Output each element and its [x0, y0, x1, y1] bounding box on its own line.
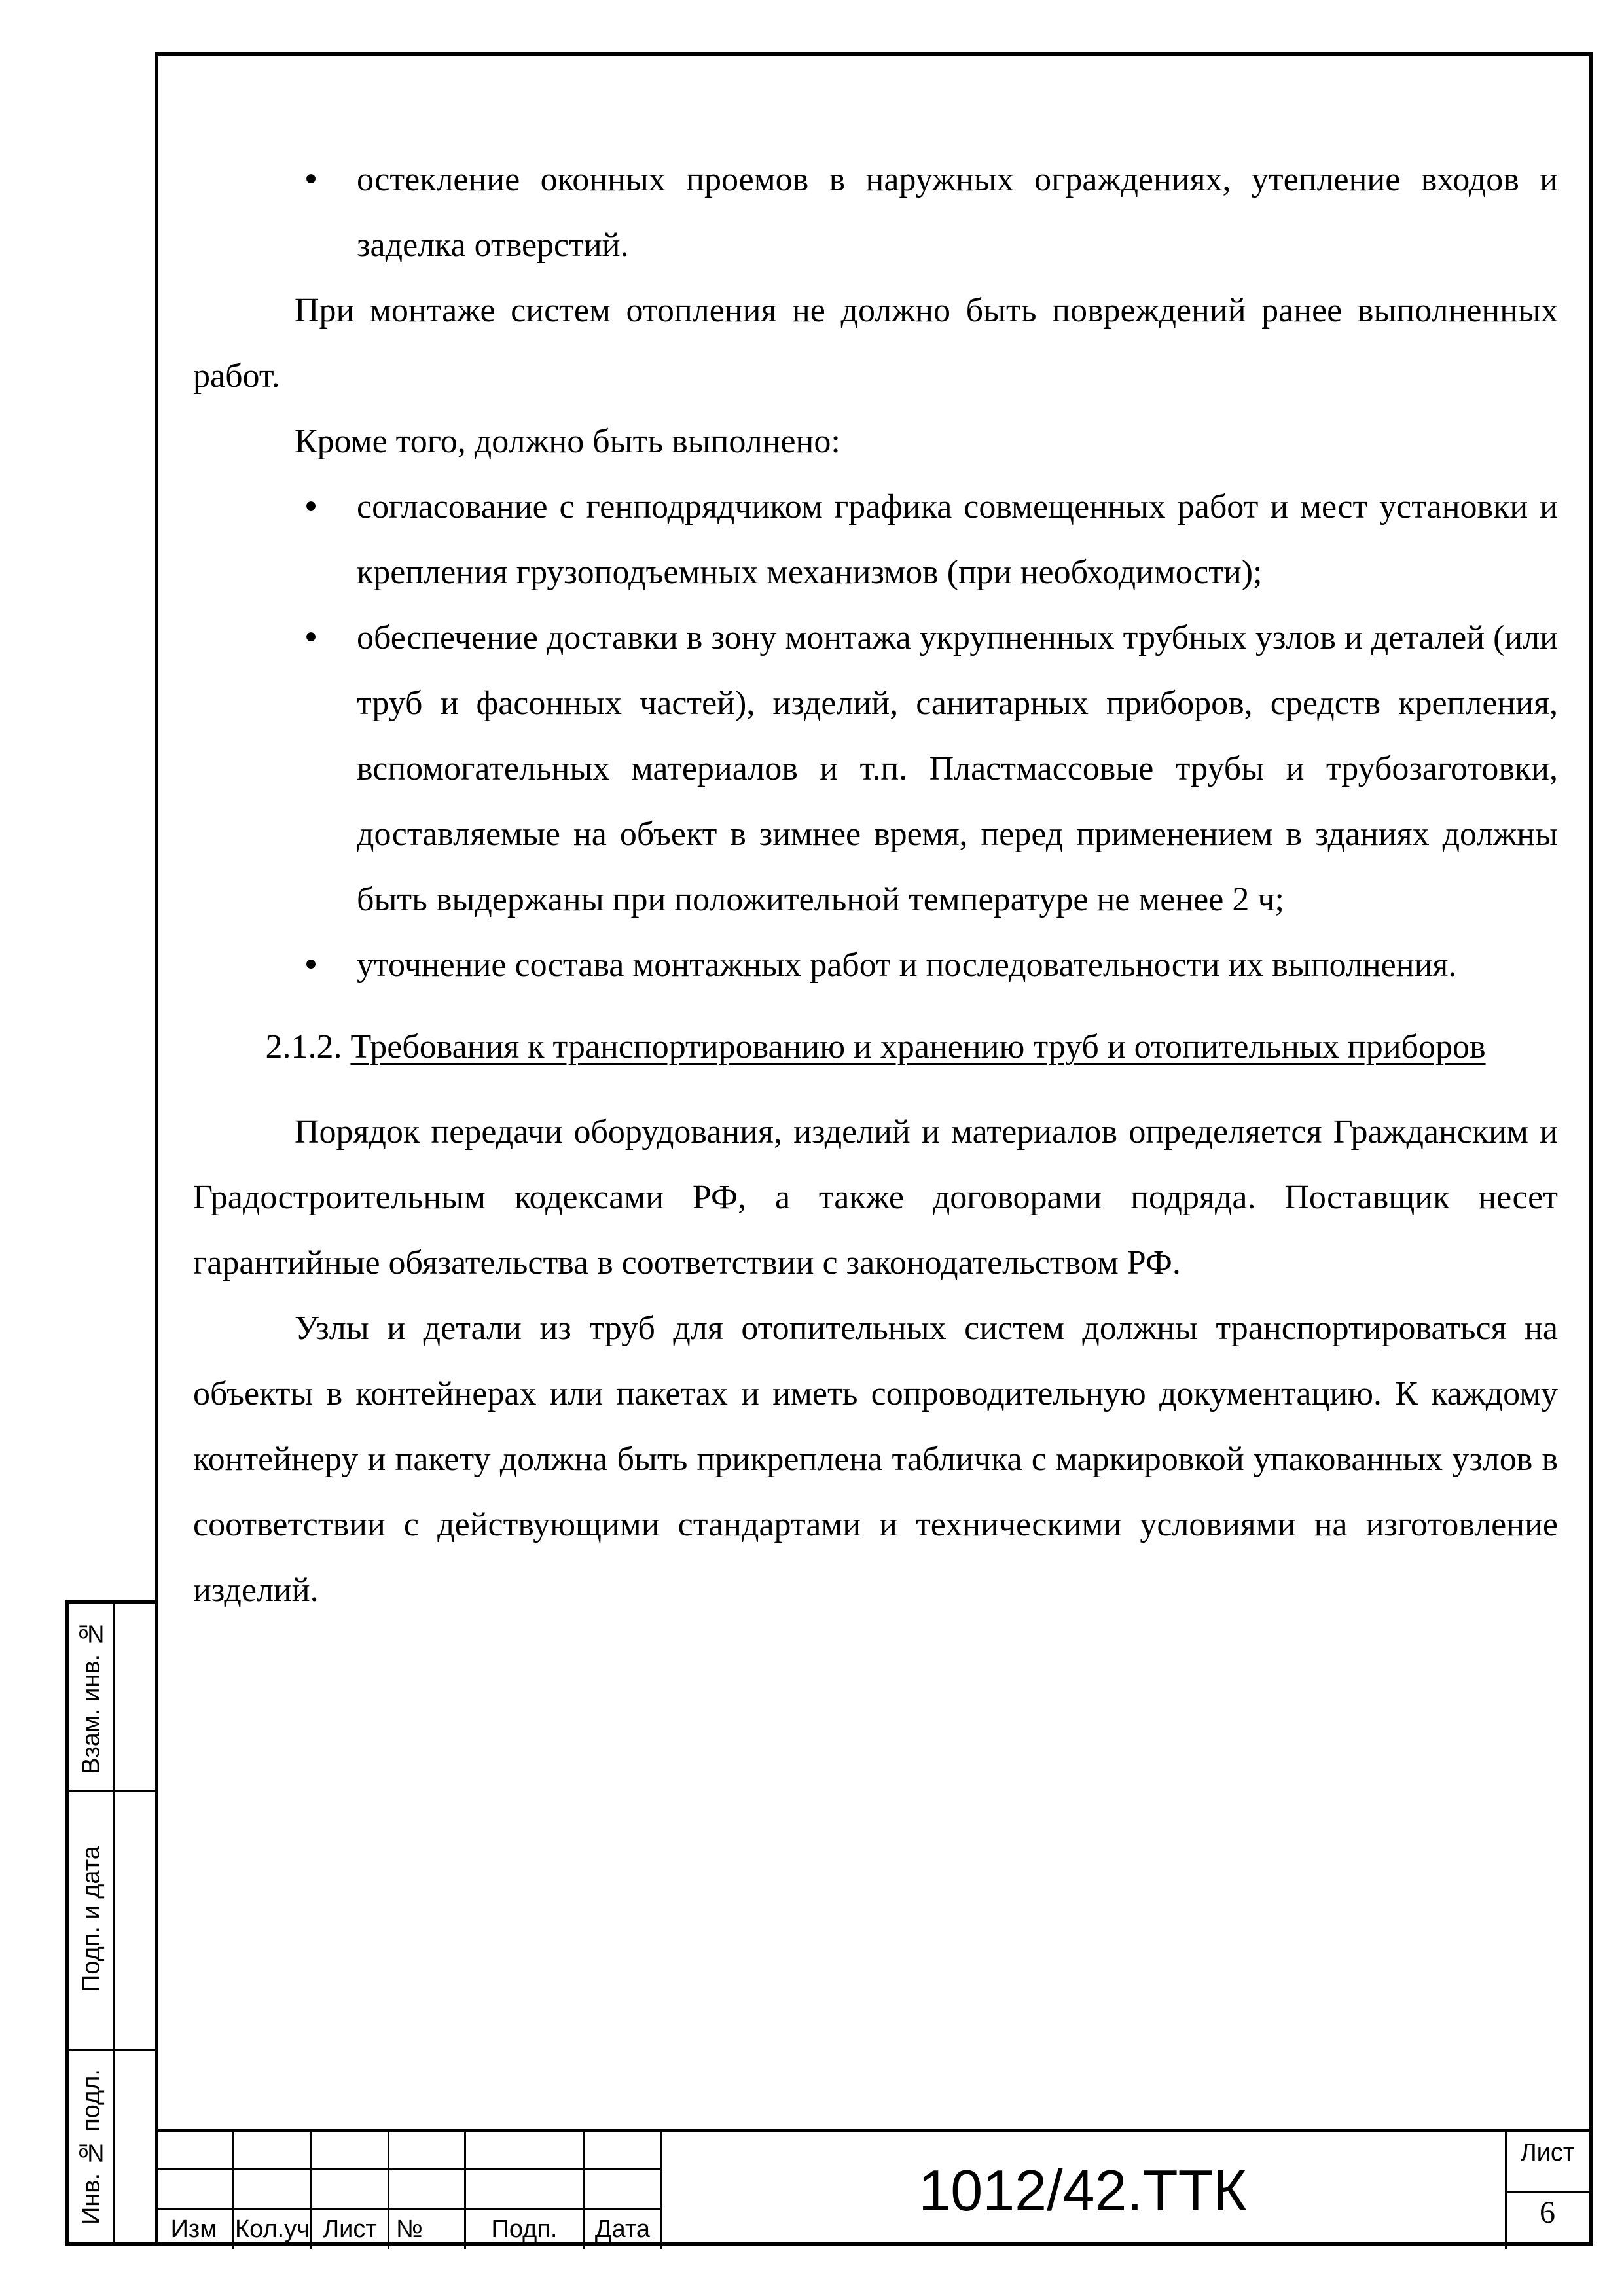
inv-orig-label: Инв. № подл. — [77, 2069, 105, 2225]
document-code: 1012/42.ТТК — [918, 2158, 1247, 2223]
section-title: Требования к транспортированию и хранению труб и отопительных приборов — [350, 1028, 1486, 1066]
list-item — [193, 475, 1558, 605]
paragraph: Кроме того, должно быть выполнено: — [295, 423, 840, 460]
bullet-icon: • — [301, 620, 321, 656]
paragraph: Узлы и детали из труб для отопительных систем должны транспортироваться на объекты в контейнерах или пакетах и иметь сопроводительную документацию. К каждому контейнеру и пакету должна быть прикреплена табличка с маркировкой упакованных узлов в соответствии с действующими стандартами и техническими условиями на изготовление изделий. — [193, 1310, 1558, 1609]
section-number: 2.1.2. — [265, 1028, 342, 1066]
column-izm: Изм — [170, 2215, 217, 2243]
column-number: № — [396, 2215, 423, 2243]
column-kol-uch: Кол.уч — [235, 2215, 310, 2243]
sign-date-label: Подп. и дата — [77, 1846, 105, 1993]
title-block — [155, 2129, 1593, 2246]
sheet-number: 6 — [1540, 2195, 1555, 2230]
column-data: Дата — [594, 2215, 651, 2243]
list-item — [193, 933, 1558, 998]
list-item — [193, 605, 1558, 933]
list-item-text: согласование с генподрядчиком графика совмещенных работ и мест установки и крепления грузоподъемных механизмов (при необходимости); — [357, 488, 1558, 591]
paragraph: При монтаже систем отопления не должно быть повреждений ранее выполненных работ. — [193, 292, 1558, 395]
divider — [155, 2208, 660, 2210]
side-stamp — [65, 1600, 155, 2246]
column-podp: Подп. — [491, 2215, 558, 2243]
list-item-text: обеспечение доставки в зону монтажа укрупненных трубных узлов и деталей (или труб и фасонных частей), изделий, санитарных приборов, средств крепления, вспомогательных материалов и т.п. Пластмассовые трубы и трубозаготовки, доставляемые на объект в зимнее время, перед применением в зданиях должны быть выдержаны при положительной температуре не менее 2 ч; — [357, 619, 1558, 918]
section-heading — [193, 1014, 1558, 1080]
paragraph: Порядок передачи оборудования, изделий и материалов определяется Гражданским и Градостроительным кодексами РФ, а также договорами подряда. Поставщик несет гарантийные обязательства в соответствии с законодательством РФ. — [193, 1113, 1558, 1282]
divider — [1505, 2191, 1593, 2193]
divider — [155, 2168, 660, 2170]
column-list: Лист — [323, 2215, 377, 2243]
bullet-icon: • — [301, 947, 321, 984]
list-item — [193, 147, 1558, 278]
inv-replace-label: Взам. инв. № — [77, 1619, 105, 1774]
list-item-text: остекление оконных проемов в наружных ограждениях, утепление входов и заделка отверстий. — [357, 161, 1558, 264]
list-item-text: уточнение состава монтажных работ и последовательности их выполнения. — [357, 946, 1457, 984]
bullet-icon: • — [301, 162, 321, 198]
sheet-label: Лист — [1520, 2139, 1575, 2166]
document-body — [193, 147, 1558, 1623]
bullet-icon: • — [301, 489, 321, 526]
